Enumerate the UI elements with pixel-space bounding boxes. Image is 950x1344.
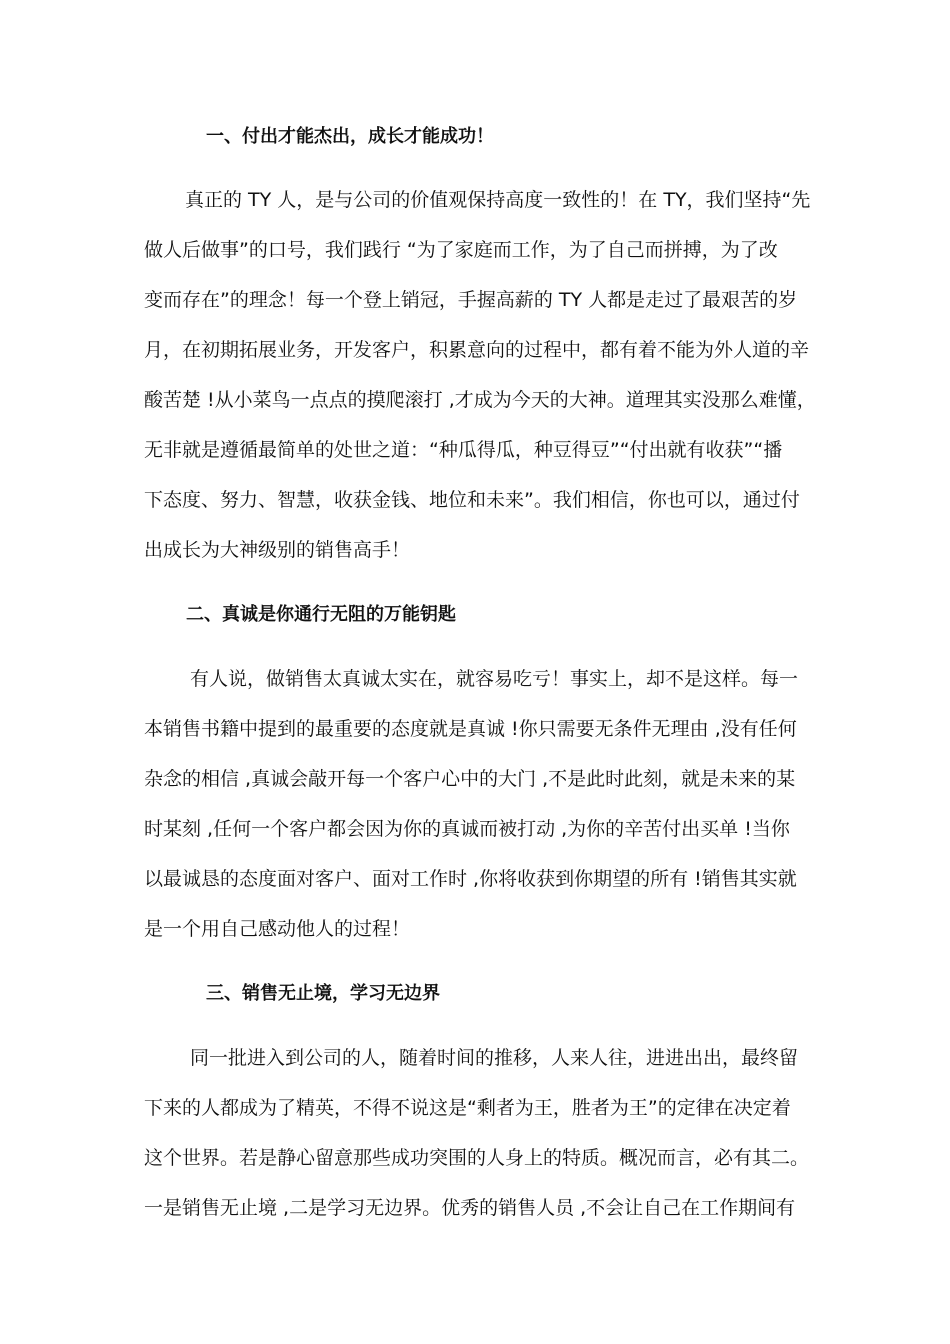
paragraph-2-line-3: 杂念的相信 ,真诚会敲开每一个客户心中的大门 ,不是此时此刻，就是未来的某 <box>144 768 796 790</box>
section-heading-2: 二、真诚是你通行无阻的万能钥匙 <box>186 604 456 625</box>
paragraph-1-line-3: 变而存在”的理念！每一个登上销冠，手握高薪的 TY 人都是走过了最艰苦的岁 <box>144 289 798 311</box>
section-heading-3: 三、销售无止境，学习无边界 <box>206 983 440 1004</box>
paragraph-3-line-1: 同一批进入到公司的人，随着时间的推移，人来人往，进进出出，最终留 <box>190 1047 799 1069</box>
paragraph-1-line-4: 月，在初期拓展业务，开发客户，积累意向的过程中，都有着不能为外人道的辛 <box>144 339 810 361</box>
paragraph-2-line-2: 本销售书籍中提到的最重要的态度就是真诚 !你只需要无条件无理由 ,没有任何 <box>144 718 797 740</box>
paragraph-3-line-4: 一是销售无止境 ,二是学习无边界。优秀的销售人员 ,不会让自己在工作期间有 <box>144 1197 796 1219</box>
paragraph-2-line-6: 是一个用自己感动他人的过程！ <box>144 918 411 940</box>
paragraph-3-line-2: 下来的人都成为了精英，不得不说这是“剩者为王，胜者为王”的定律在决定着 <box>144 1097 791 1119</box>
paragraph-1-line-6: 无非就是遵循最简单的处世之道：“种瓜得瓜，种豆得豆”“付出就有收获”“播 <box>144 439 783 461</box>
paragraph-2-line-5: 以最诚恳的态度面对客户、面对工作时 ,你将收获到你期望的所有 !销售其实就 <box>144 868 797 890</box>
paragraph-1-line-1: 真正的 TY 人，是与公司的价值观保持高度一致性的！在 TY，我们坚持“先 <box>185 189 811 211</box>
paragraph-2-line-4: 时某刻 ,任何一个客户都会因为你的真诚而被打动 ,为你的辛苦付出买单 !当你 <box>144 818 790 840</box>
paragraph-3-line-3: 这个世界。若是静心留意那些成功突围的人身上的特质。概况而言，必有其二。 <box>144 1147 810 1169</box>
paragraph-1-line-8: 出成长为大神级别的销售高手！ <box>144 539 411 561</box>
paragraph-1-line-7: 下态度、努力、智慧，收获金钱、地位和未来”。我们相信，你也可以，通过付 <box>144 489 800 511</box>
paragraph-1-line-5: 酸苦楚 !从小菜鸟一点点的摸爬滚打 ,才成为今天的大神。道理其实没那么难懂， <box>144 389 816 411</box>
section-heading-1: 一、付出才能杰出，成长才能成功！ <box>206 126 494 147</box>
paragraph-1-line-2: 做人后做事”的口号，我们践行 “为了家庭而工作，为了自己而拼搏，为了改 <box>144 239 778 261</box>
paragraph-2-line-1: 有人说，做销售太真诚太实在，就容易吃亏！事实上，却不是这样。每一 <box>190 668 799 690</box>
